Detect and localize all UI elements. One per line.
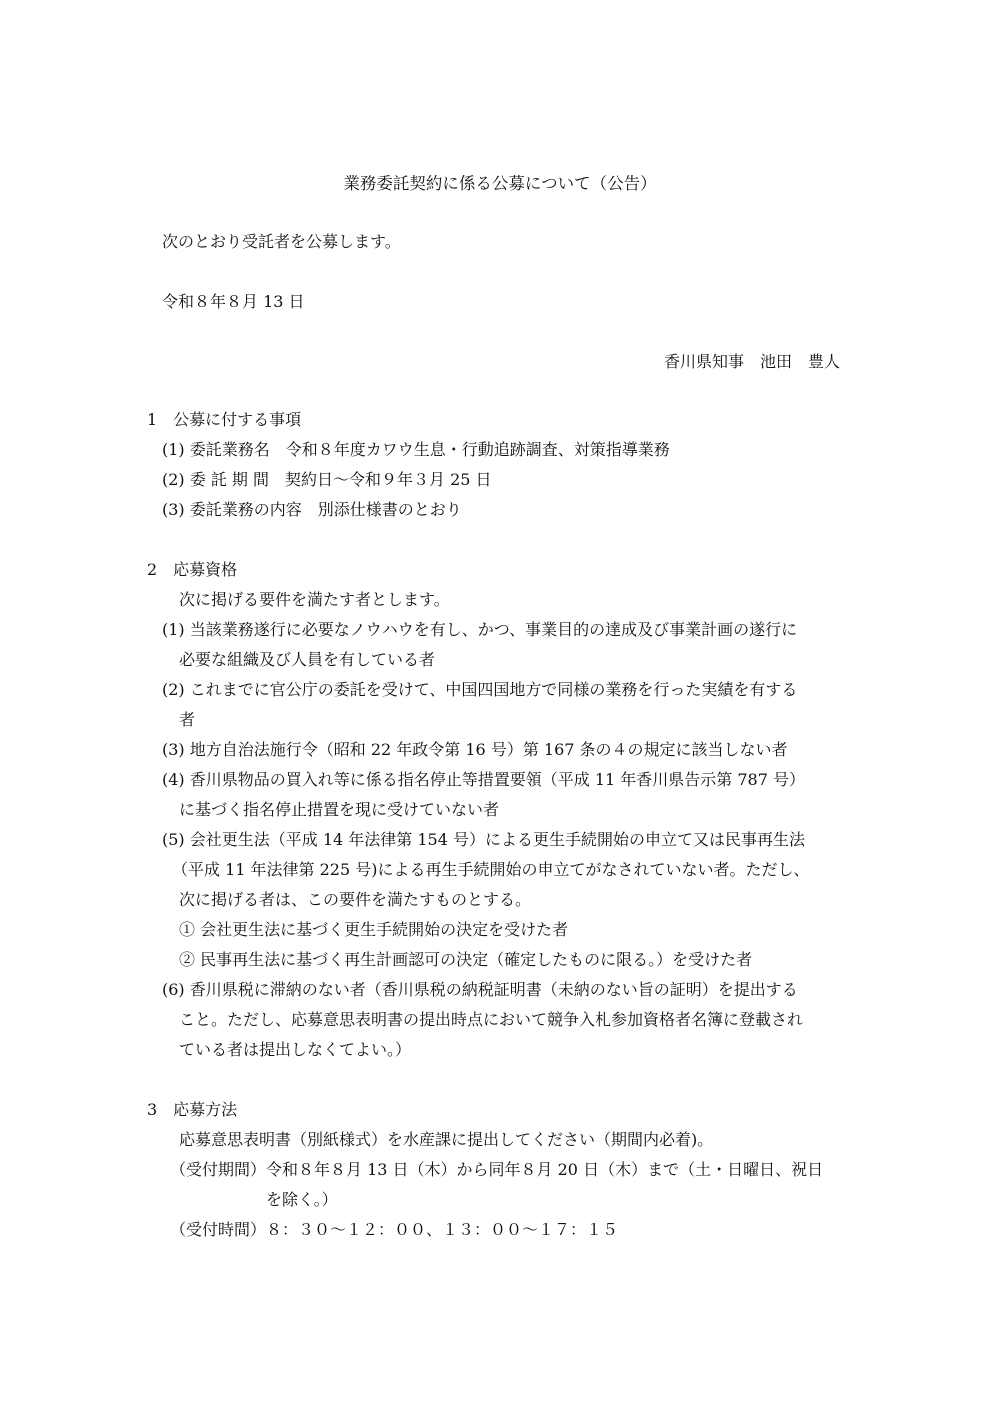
section-2-item-5-sub-1: ① 会社更生法に基づく更生手続開始の決定を受けた者 [179, 920, 569, 939]
issuer-name: 香川県知事 池田 豊人 [663, 352, 840, 371]
section-2-item-1-line-2: 必要な組織及び人員を有している者 [179, 650, 436, 669]
section-2-item-4-line-1: (4) 香川県物品の買入れ等に係る指名停止等措置要領（平成 11 年香川県告示第 787 号） [162, 770, 805, 789]
section-2-lead: 次に掲げる要件を満たす者とします。 [179, 590, 450, 609]
reception-hours: ８：３０～１２：００、１３：００～１７：１５ [266, 1220, 619, 1239]
reception-period-label: （受付期間） [170, 1160, 267, 1179]
section-2-item-2-line-1: (2) これまでに官公庁の委託を受けて、中国四国地方で同様の業務を行った実績を有する [162, 680, 798, 699]
section-1-item-3: (3) 委託業務の内容 別添仕様書のとおり [162, 500, 462, 519]
section-2-item-4-line-2: に基づく指名停止措置を現に受けていない者 [179, 800, 500, 819]
section-1-item-1: (1) 委託業務名 令和８年度カワウ生息・行動追跡調査、対策指導業務 [162, 440, 670, 459]
page-title: 業務委託契約に係る公募について（公告） [343, 174, 657, 193]
section-2-item-2-line-2: 者 [179, 710, 196, 729]
section-1-heading: 1 公募に付する事項 [147, 410, 302, 429]
section-2-heading: 2 応募資格 [147, 560, 238, 579]
section-2-item-6-line-1: (6) 香川県税に滞納のない者（香川県税の納税証明書（未納のない旨の証明）を提出する [162, 980, 798, 999]
section-2-item-6-line-3: ている者は提出しなくてよい。） [179, 1040, 412, 1059]
section-2-item-5-line-2: （平成 11 年法律第 225 号)による再生手続開始の申立てがなされていない者。ただし、 [172, 860, 810, 879]
section-2-item-5-sub-2: ② 民事再生法に基づく再生計画認可の決定（確定したものに限る。）を受けた者 [179, 950, 753, 969]
section-3-lead: 応募意思表明書（別紙様式）を水産課に提出してください（期間内必着)。 [179, 1130, 714, 1149]
section-1-item-2: (2) 委 託 期 間 契約日～令和９年３月 25 日 [162, 470, 492, 489]
section-2-item-6-line-2: こと。ただし、応募意思表明書の提出時点において競争入札参加資格者名簿に登載され [179, 1010, 804, 1029]
section-2-item-3: (3) 地方自治法施行令（昭和 22 年政令第 16 号）第 167 条の４の規定に該当しない者 [162, 740, 788, 759]
section-3-heading: 3 応募方法 [147, 1100, 238, 1119]
section-2-item-1-line-1: (1) 当該業務遂行に必要なノウハウを有し、かつ、事業目的の達成及び事業計画の遂行に [162, 620, 798, 639]
intro-text: 次のとおり受託者を公募します。 [162, 232, 401, 251]
section-2-item-5-line-1: (5) 会社更生法（平成 14 年法律第 154 号）による更生手続開始の申立て又は民事再生法 [162, 830, 805, 849]
reception-period-line-2: を除く。） [266, 1190, 338, 1209]
reception-hours-label: （受付時間） [170, 1220, 267, 1239]
section-2-item-5-line-3: 次に掲げる者は、この要件を満たすものとする。 [179, 890, 532, 909]
notice-date: 令和８年８月 13 日 [162, 292, 305, 311]
reception-period-line-1: 令和８年８月 13 日（木）から同年８月 20 日（木）まで（土・日曜日、祝日 [266, 1160, 824, 1179]
